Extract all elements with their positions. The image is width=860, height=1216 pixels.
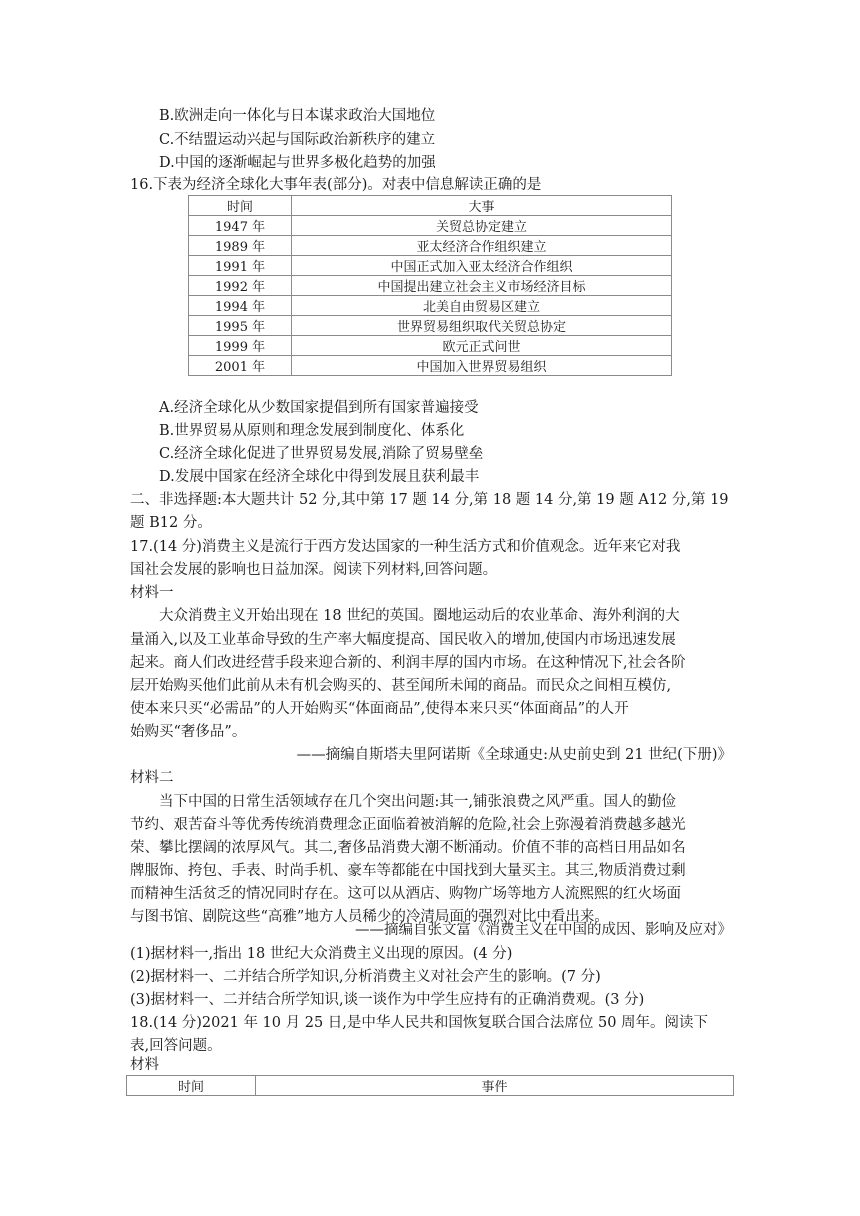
q17-material2-line: 当下中国的日常生活领域存在几个突出问题:其一,铺张浪费之风严重。国人的勤俭 — [159, 794, 676, 810]
globalization-timeline-table — [188, 195, 672, 376]
section2-heading-line1: 二、非选择题:本大题共计 52 分,其中第 17 题 14 分,第 18 题 14 分,第 19 题 A12 分,第 19 — [130, 492, 729, 508]
q17-material1-line: 使本来只买“必需品”的人开始购买“体面商品”,使得本来只买“体面商品”的人开 — [130, 701, 629, 717]
table-row — [189, 236, 672, 256]
q16-option-d: D.发展中国家在经济全球化中得到发展且获利最丰 — [159, 469, 480, 485]
q17-question-2: (2)据材料一、二并结合所学知识,分析消费主义对社会产生的影响。(7 分) — [130, 969, 601, 985]
q16-stem: 16.下表为经济全球化大事年表(部分)。对表中信息解读正确的是 — [130, 177, 542, 193]
q17-question-3: (3)据材料一、二并结合所学知识,谈一谈作为中学生应持有的正确消费观。(3 分) — [130, 992, 645, 1008]
table-header-time: 时间 — [189, 196, 292, 216]
q17-material2-line: 牌服饰、挎包、手表、时尚手机、豪车等都能在中国找到大量买主。其三,物质消费过剩 — [130, 863, 686, 879]
q17-material1-line: 量涌入,以及工业革命导致的生产率大幅度提高、国民收入的增加,使国内市场迅速发展 — [130, 632, 676, 648]
table-header-time: 时间 — [127, 1076, 256, 1096]
q17-material2-line: 与图书馆、剧院这些“高雅”地方人员稀少的冷清局面的强烈对比中看出来。 — [130, 909, 609, 925]
table-row — [189, 316, 672, 336]
section2-heading-line2: 题 B12 分。 — [130, 515, 212, 531]
q17-material2-source: ——摘编自张文富《消费主义在中国的成因、影响及应对》 — [355, 922, 732, 938]
q17-material2-line: 节约、艰苦奋斗等优秀传统消费理念正面临着被消解的危险,社会上弥漫着消费越多越光 — [130, 817, 686, 833]
table-cell-event: 世界贸易组织取代关贸总协定 — [292, 316, 672, 336]
q17-material2-label: 材料二 — [130, 770, 174, 786]
table-cell-year: 1995 年 — [189, 316, 292, 336]
table-row — [189, 276, 672, 296]
table-cell-event: 欧元正式问世 — [292, 336, 672, 356]
q17-material1-line: 层开始购买他们此前从未有机会购买的、甚至闻所未闻的商品。而民众之间相互模仿, — [130, 678, 672, 694]
table-header-event: 事件 — [256, 1076, 734, 1096]
table-cell-year: 1999 年 — [189, 336, 292, 356]
table-cell-year: 1989 年 — [189, 236, 292, 256]
table-cell-year: 1991 年 — [189, 256, 292, 276]
q17-material2-line: 荣、攀比摆阔的浓厚风气。其二,奢侈品消费大潮不断涌动。价值不菲的高档日用品如名 — [130, 840, 686, 856]
table-header-event: 大事 — [292, 196, 672, 216]
q17-stem-line1: 17.(14 分)消费主义是流行于西方发达国家的一种生活方式和价值观念。近年来它对我 — [130, 539, 681, 555]
table-cell-year: 1994 年 — [189, 296, 292, 316]
q17-material1-label: 材料一 — [130, 585, 174, 601]
table-row — [189, 256, 672, 276]
table-cell-year: 1992 年 — [189, 276, 292, 296]
table-cell-event: 中国正式加入亚太经济合作组织 — [292, 256, 672, 276]
q18-stem-line2: 表,回答问题。 — [130, 1038, 222, 1054]
q16-option-c: C.经济全球化促进了世界贸易发展,消除了贸易壁垒 — [159, 446, 484, 462]
table-cell-event: 北美自由贸易区建立 — [292, 296, 672, 316]
table-cell-year: 1947 年 — [189, 216, 292, 236]
q15-option-b: B.欧洲走向一体化与日本谋求政治大国地位 — [159, 108, 436, 124]
table-row — [189, 356, 672, 376]
q17-material1-line: 始购买“奢侈品”。 — [130, 724, 247, 740]
table-cell-year: 2001 年 — [189, 356, 292, 376]
table-header-row — [189, 196, 672, 216]
q17-material1-source: ——摘编自斯塔夫里阿诺斯《全球通史:从史前史到 21 世纪(下册)》 — [296, 747, 732, 763]
q18-material-label: 材料 — [130, 1057, 159, 1073]
q17-material2-line: 而精神生活贫乏的情况同时存在。这可以从酒店、购物广场等地方人流熙熙的红火场面 — [130, 886, 681, 902]
table-row — [189, 296, 672, 316]
q17-question-1: (1)据材料一,指出 18 世纪大众消费主义出现的原因。(4 分) — [130, 946, 513, 962]
table-cell-event: 亚太经济合作组织建立 — [292, 236, 672, 256]
table-cell-event: 中国加入世界贸易组织 — [292, 356, 672, 376]
q17-material1-line: 起来。商人们改进经营手段来迎合新的、利润丰厚的国内市场。在这种情况下,社会各阶 — [130, 655, 686, 671]
q17-material1-line: 大众消费主义开始出现在 18 世纪的英国。圈地运动后的农业革命、海外利润的大 — [159, 608, 680, 624]
q17-stem-line2: 国社会发展的影响也日益加深。阅读下列材料,回答问题。 — [130, 562, 498, 578]
table-row — [189, 336, 672, 356]
table-cell-event: 中国提出建立社会主义市场经济目标 — [292, 276, 672, 296]
table-cell-event: 关贸总协定建立 — [292, 216, 672, 236]
q16-option-b: B.世界贸易从原则和理念发展到制度化、体系化 — [159, 423, 465, 439]
table-header-row — [127, 1076, 734, 1096]
q16-option-a: A.经济全球化从少数国家提倡到所有国家普遍接受 — [159, 400, 479, 416]
table-row — [189, 216, 672, 236]
un-seat-events-table — [126, 1075, 734, 1096]
q15-option-c: C.不结盟运动兴起与国际政治新秩序的建立 — [159, 132, 436, 148]
q18-stem-line1: 18.(14 分)2021 年 10 月 25 日,是中华人民共和国恢复联合国合法席位 50 周年。阅读下 — [130, 1015, 709, 1031]
q15-option-d: D.中国的逐渐崛起与世界多极化趋势的加强 — [159, 155, 436, 171]
